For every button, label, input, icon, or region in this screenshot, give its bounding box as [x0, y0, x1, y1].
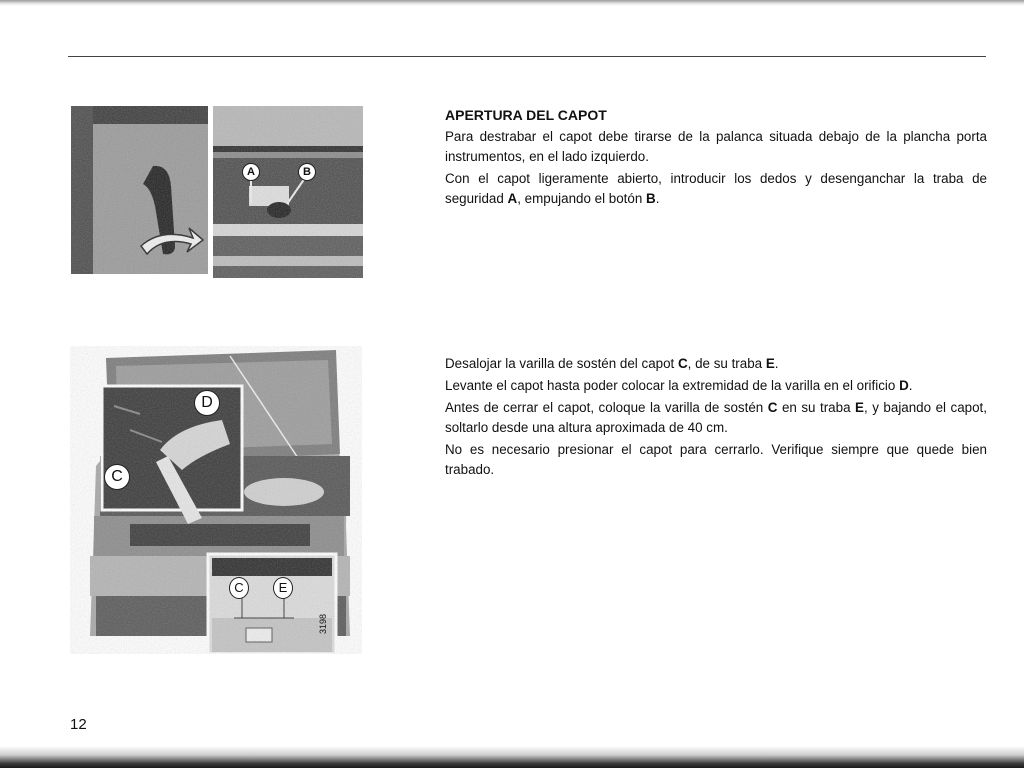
text-run: , de su traba — [687, 356, 766, 371]
bold-reference: C — [677, 356, 688, 371]
text-run: No es necesario presionar el capot para cerrarlo. Verifique siempre que quede bien trabado. — [445, 442, 987, 477]
callout-d: D — [194, 390, 220, 416]
photo-safety-catch — [213, 106, 363, 278]
bold-reference: B — [646, 191, 656, 206]
paragraph — [445, 398, 987, 438]
scan-bottom-edge — [0, 746, 1024, 768]
text-run: , y bajando el capot, soltarlo desde una altura aproximada de 40 cm. — [445, 400, 987, 435]
callout-a: A — [242, 163, 260, 181]
scan-top-edge — [0, 0, 1024, 6]
text-run: Para destrabar el capot debe tirarse de la palanca situada debajo de la plancha porta instrumentos, en el lado izquierdo. — [445, 129, 987, 164]
paragraph — [445, 376, 987, 396]
bold-reference: D — [899, 378, 909, 393]
bold-reference: A — [507, 191, 518, 206]
text-run: . — [655, 191, 660, 206]
callout-c: C — [104, 464, 130, 490]
section-hood-opening — [445, 105, 987, 211]
callout-b: B — [298, 163, 316, 181]
paragraph — [445, 169, 987, 209]
text-run: en su traba — [777, 400, 856, 415]
paragraph — [445, 440, 987, 480]
bold-reference: E — [855, 400, 864, 415]
section2-paragraphs — [445, 354, 987, 480]
text-run: Levante el capot hasta poder colocar la extremidad de la varilla en el orificio — [445, 378, 900, 393]
paragraph — [445, 127, 987, 167]
text-run: , empujando el botón — [517, 191, 647, 206]
figure-code: 3198 — [318, 613, 328, 634]
callout-e-detail: E — [273, 577, 293, 599]
page-number: 12 — [70, 716, 87, 733]
text-run: Con el capot ligeramente abierto, introducir los dedos y desenganchar la traba de seguridad — [445, 171, 987, 206]
photo-hood-support-rod — [70, 346, 362, 654]
paragraph — [445, 354, 987, 374]
text-run: Antes de cerrar el capot, coloque la varilla de sostén — [445, 400, 768, 415]
text-run: . — [908, 378, 913, 393]
section-hood-support — [445, 354, 987, 482]
text-run: . — [774, 356, 779, 371]
header-rule — [68, 56, 986, 57]
section-heading: APERTURA DEL CAPOT — [445, 107, 607, 123]
bold-reference: E — [765, 356, 775, 371]
photo-release-lever — [71, 106, 208, 274]
text-run: Desalojar la varilla de sostén del capot — [445, 356, 678, 371]
section1-paragraphs — [445, 127, 987, 209]
callout-c-detail: C — [229, 577, 249, 599]
bold-reference: C — [767, 400, 778, 415]
